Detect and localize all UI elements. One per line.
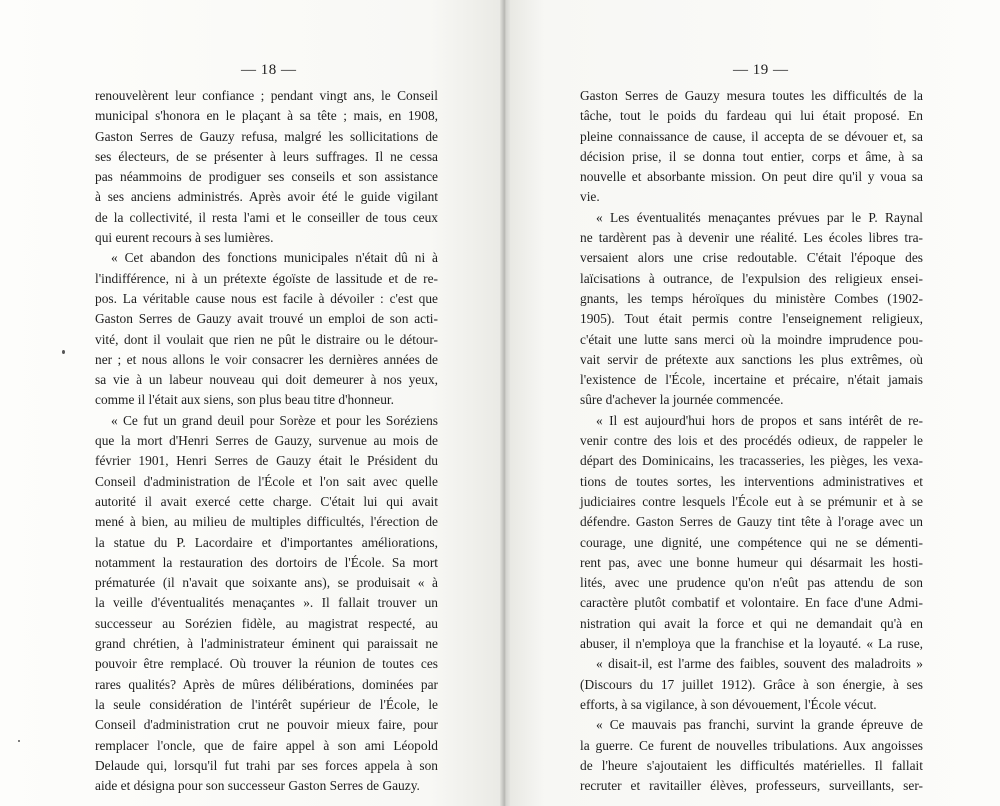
text-line: municipal s'honora en le plaçant à sa tête ; mais, en 1908, (95, 108, 438, 124)
text-line: venir contre des lois et des procédés odieux, de rappeler le (580, 433, 923, 449)
text-line: pleine connaissance de cause, il accepta de se dévouer et, sa (580, 128, 923, 144)
text-line: défendre. Gaston Serres de Gauzy tint tête à l'orage avec un (580, 514, 923, 530)
text-line: comme il l'était aux siens, son plus beau titre d'honneur. (95, 392, 394, 408)
text-line: pos. La véritable cause nous est facile à dévoiler : c'est que (95, 290, 438, 306)
text-line: février 1901, Henri Serres de Gauzy était le Président du (95, 453, 438, 469)
text-line: lités, avec une prudence qu'on n'eût pas attendu de son (580, 575, 923, 591)
text-line: de l'heure s'ajoutaient les difficultés matérielles. Il fallait (580, 757, 923, 773)
text-line: à ses anciens administrés. Après avoir été le guide vigilant (95, 189, 438, 205)
text-line: Conseil d'administration de l'École et l'on sait avec quelle (95, 473, 438, 489)
text-line: 1905). Tout était permis contre l'enseignement religieux, (580, 311, 923, 327)
book-gutter (500, 0, 510, 806)
text-line: judiciaires contre lesquels l'École eut à se prémunir et à se (580, 493, 923, 509)
text-line: vité, dont il voulait que rien ne pût le distraire ou le détour- (95, 331, 438, 347)
text-line: « Les éventualités menaçantes prévues par le P. Raynal (596, 209, 923, 225)
text-line: « Cet abandon des fonctions municipales n'était dû ni à (111, 250, 438, 266)
text-line: rares qualités? Après de mûres délibérations, dominées par (95, 676, 438, 692)
text-line: aide et désigna pour son successeur Gaston Serres de Gauzy. (95, 778, 420, 794)
text-line: autorité il avait exercé cette charge. C'était lui qui avait (95, 493, 438, 509)
text-line: caractère plutôt combatif et volontaire. En face d'une Admi- (580, 595, 923, 611)
text-line: versaient alors une crise redoutable. C'était l'époque des (580, 250, 923, 266)
text-line: rent pas, avec une bonne humeur qui désarmait les hosti- (580, 554, 923, 570)
text-line: de la collectivité, il resta l'ami et le conseiller de tous ceux (95, 209, 438, 225)
text-line: la guerre. Ce furent de nouvelles tribulations. Aux angoisses (580, 737, 923, 753)
text-line: renouvelèrent leur confiance ; pendant vingt ans, le Conseil (95, 88, 438, 103)
text-line: la seule considération de l'intérêt supérieur de l'École, le (95, 696, 438, 712)
text-line: que la mort d'Henri Serres de Gauzy, survenue au mois de (95, 433, 438, 449)
text-line: Gaston Serres de Gauzy mesura toutes les difficultés de la (580, 88, 923, 103)
right-page (505, 0, 1000, 806)
text-line: ses électeurs, de se présenter à leurs suffrages. Il ne cessa (95, 148, 438, 164)
text-line: vie. (580, 189, 600, 205)
text-line: prématurée (il n'avait que soixante ans), se produisait « à (95, 575, 438, 591)
text-line: Gaston Serres de Gauzy refusa, malgré les sollicitations de (95, 128, 438, 144)
text-line: tions de toutes sortes, les interventions administratives et (580, 473, 923, 489)
text-line: ner ; et nous allons le voir consacrer les dernières années de (95, 351, 438, 367)
text-line: « Il est aujourd'hui hors de propos et sans intérêt de re- (596, 412, 923, 428)
text-line: l'existence de l'École, incertaine et précaire, n'était jamais (580, 372, 923, 388)
page-number-right: — 19 — (733, 62, 789, 78)
paper-speck (18, 740, 20, 742)
text-line: notamment la restauration des dortoirs de l'École. Sa mort (95, 554, 438, 570)
text-line: abuser, il n'employa que la franchise et la loyauté. « La ruse, (580, 636, 923, 652)
text-line: successeur au Sorézien fidèle, au magistrat respecté, au (95, 615, 438, 631)
text-line: « Ce fut un grand deuil pour Sorèze et pour les Soréziens (111, 412, 438, 428)
text-line: c'était une lutte sans merci où la moindre imprudence pou- (580, 331, 923, 347)
right-page-text (580, 86, 923, 796)
text-line: sûre d'achever la journée commencée. (580, 392, 784, 408)
text-line: sa vie à un labeur nouveau qui doit demeurer à nos yeux, (95, 372, 438, 388)
text-line: départ des Dominicains, les tracasseries, les pièges, les vexa- (580, 453, 923, 469)
text-line: (Discours du 17 juillet 1912). Grâce à son énergie, à ses (580, 676, 923, 692)
text-line: la veille d'éventualités menaçantes ». Il fallait trouver un (95, 595, 438, 611)
text-line: l'indifférence, ni à un prétexte égoïste de lassitude et de re- (95, 270, 438, 286)
paper-speck (62, 350, 65, 354)
text-line: efforts, à sa vigilance, à son dévouement, l'École vécut. (580, 696, 877, 712)
text-line: ne tardèrent pas à devenir une réalité. Les écoles libres tra- (580, 230, 923, 246)
text-line: remplacer l'oncle, que de faire appel à son ami Léopold (95, 737, 438, 753)
text-line: la statue du P. Lacordaire et d'importantes améliorations, (95, 534, 438, 550)
text-line: qui eurent recours à ses lumières. (95, 230, 274, 246)
text-line: Conseil d'administration crut ne pouvoir mieux faire, pour (95, 717, 438, 733)
text-line: pouvoir être remplacé. Où trouver la réunion de toutes ces (95, 656, 438, 672)
text-line: mené à bien, au milieu de multiples difficultés, l'érection de (95, 514, 438, 530)
text-line: nistration qui avait la force et qui ne demandait qu'à en (580, 615, 923, 631)
text-line: grand chrétien, à l'administrateur éminent qui paraissait ne (95, 636, 438, 652)
text-line: « Ce mauvais pas franchi, survint la grande épreuve de (596, 717, 923, 733)
text-line: nouvelle et absorbante mission. On peut dire qu'il y voua sa (580, 169, 923, 185)
text-line: laïcisations à outrance, de l'expulsion des religieux ensei- (580, 270, 923, 286)
text-line: vait servir de prétexte aux sanctions les plus extrêmes, où (580, 351, 923, 367)
text-line: gnants, les temps héroïques du ministère Combes (1902- (580, 290, 923, 306)
text-line: courage, une dignité, une compétence qui ne se démenti- (580, 534, 923, 550)
text-line: Delaude qui, lorsqu'il fut trahi par ses forces appela à son (95, 757, 438, 773)
text-line: recruter et ravitailler élèves, professeurs, surveillants, ser- (580, 778, 923, 794)
text-line: décision prise, il se donna tout entier, corps et âme, à sa (580, 148, 923, 164)
text-line: « disait-il, est l'arme des faibles, souvent des maladroits » (596, 656, 923, 672)
text-line: tâche, tout le poids du fardeau qui lui était proposé. En (580, 108, 923, 124)
text-line: Gaston Serres de Gauzy avait trouvé un emploi de son acti- (95, 311, 438, 327)
left-page-text (95, 86, 438, 796)
text-line: pas néammoins de prodiguer ses conseils et son assistance (95, 169, 438, 185)
page-number-left: — 18 — (241, 62, 297, 78)
